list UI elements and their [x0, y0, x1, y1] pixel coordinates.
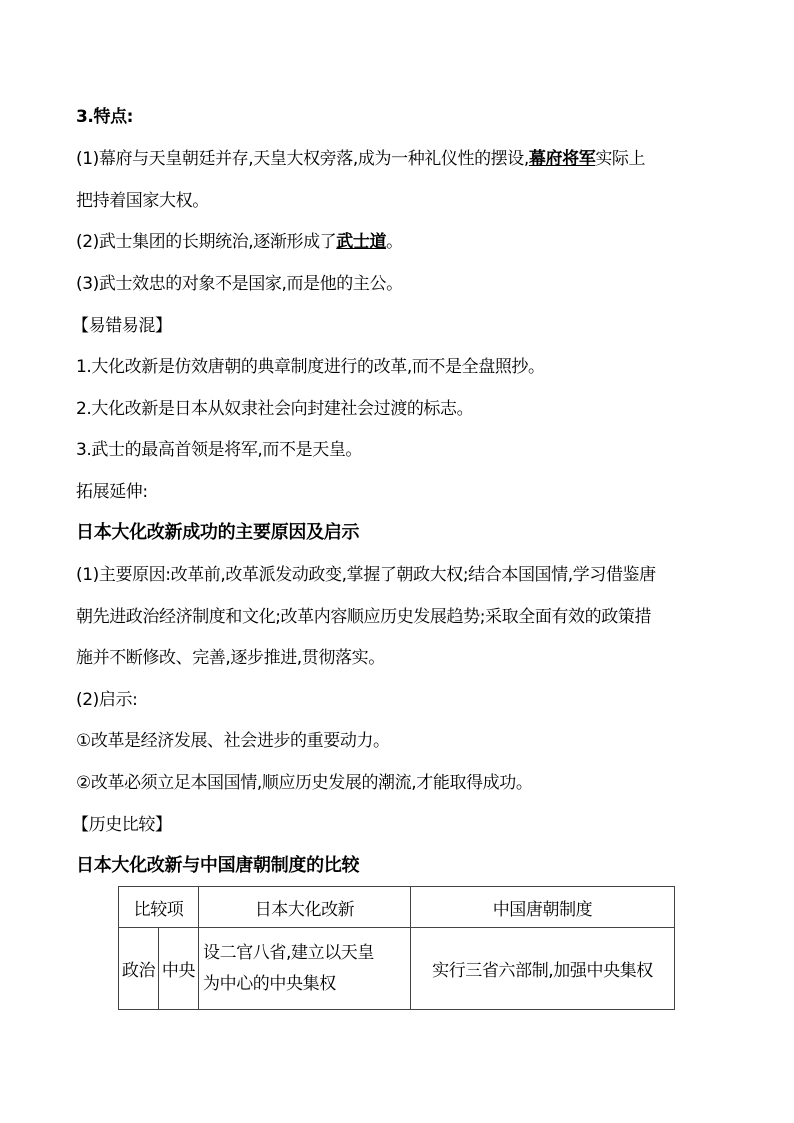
category-cell: 政治 — [119, 928, 159, 1010]
reason-line: 施并不断修改、完善,逐步推进,贯彻落实。 — [76, 648, 385, 668]
reason-line: (1)主要原因:改革前,改革派发动政变,掌握了朝政大权;结合本国国情,学习借鉴唐 — [76, 565, 656, 585]
header-cell: 比较项 — [119, 887, 199, 928]
insight-item: ①改革是经济发展、社会进步的重要动力。 — [76, 731, 390, 751]
header-cell: 日本大化改新 — [199, 887, 411, 928]
reason-line: 朝先进政治经济制度和文化;改革内容顺应历史发展趋势;采取全面有效的政策措 — [76, 607, 652, 627]
table-header-row — [119, 887, 675, 928]
insight-label: (2)启示: — [76, 690, 138, 710]
feature-3: (3)武士效忠的对象不是国家,而是他的主公。 — [76, 274, 403, 294]
feature-2-text-pre: (2)武士集团的长期统治,逐渐形成了 — [76, 232, 337, 252]
table-row — [119, 928, 675, 1010]
tip-item: 2.大化改新是日本从奴隶社会向封建社会过渡的标志。 — [76, 399, 474, 419]
feature-1-text-pre: (1)幕府与天皇朝廷并存,天皇大权旁落,成为一种礼仪性的摆设, — [76, 149, 529, 169]
japan-cell-line: 设二官八省,建立以天皇 — [203, 942, 375, 963]
section-title: 3.特点: — [76, 107, 134, 127]
comparison-heading: 日本大化改新与中国唐朝制度的比较 — [76, 855, 360, 876]
tips-label: 【易错易混】 — [72, 316, 172, 336]
insight-item: ②改革必须立足本国国情,顺应历史发展的潮流,才能取得成功。 — [76, 773, 533, 793]
tip-item: 1.大化改新是仿效唐朝的典章制度进行的改革,而不是全盘照抄。 — [76, 357, 545, 377]
header-cell: 中国唐朝制度 — [411, 887, 675, 928]
extension-label: 拓展延伸: — [76, 482, 148, 502]
feature-2-text-post: 。 — [386, 232, 403, 252]
keyword-shogun: 幕府将军 — [528, 149, 596, 169]
tip-item: 3.武士的最高首领是将军,而不是天皇。 — [76, 440, 363, 460]
subcategory-cell: 中央 — [159, 928, 199, 1010]
comparison-table — [118, 886, 675, 1010]
extension-heading: 日本大化改新成功的主要原因及启示 — [76, 522, 360, 543]
comparison-label: 【历史比较】 — [72, 815, 172, 835]
japan-cell-line: 为中心的中央集权 — [203, 973, 336, 994]
feature-2 — [76, 232, 726, 252]
feature-1-line-2: 把持着国家大权。 — [76, 191, 209, 211]
keyword-bushido: 武士道 — [336, 232, 387, 252]
japan-cell — [199, 928, 411, 1010]
feature-1-line-1 — [76, 149, 726, 169]
china-cell: 实行三省六部制,加强中央集权 — [411, 928, 675, 1010]
feature-1-text-post: 实际上 — [595, 149, 646, 169]
